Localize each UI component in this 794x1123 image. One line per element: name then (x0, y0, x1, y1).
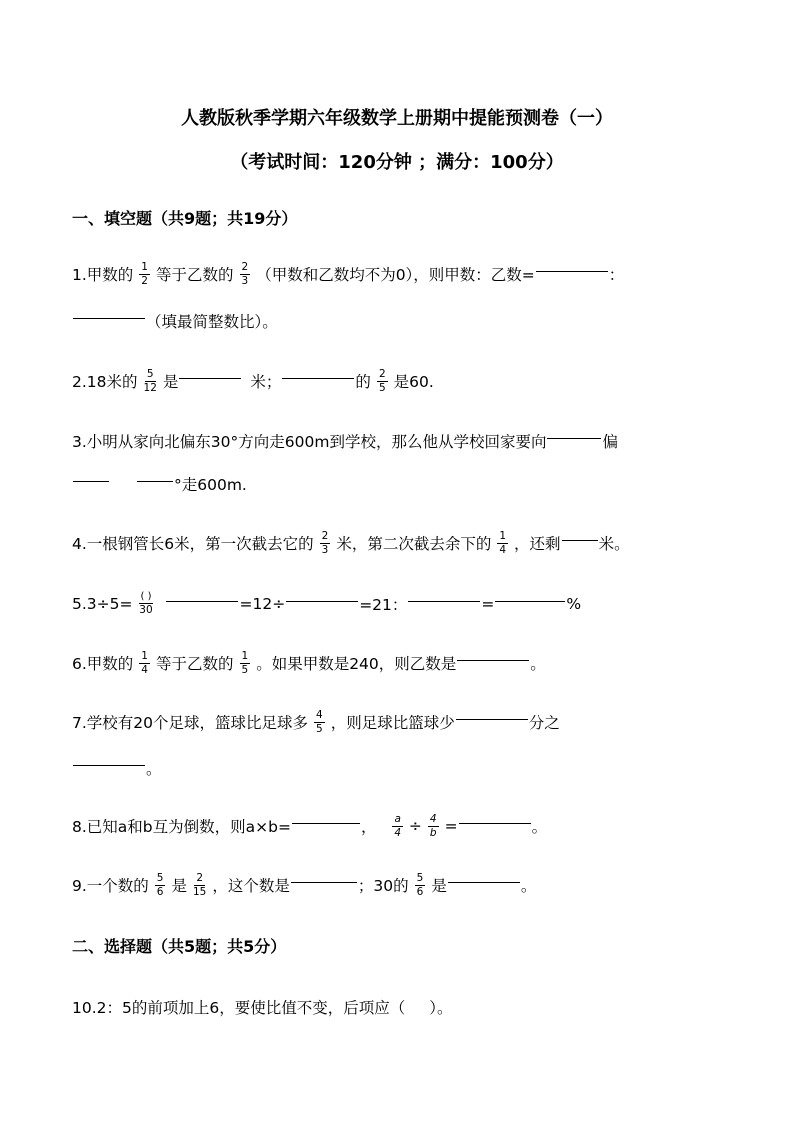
q9-text-e: 是 (431, 877, 447, 895)
q1-answer-blank-2[interactable] (73, 317, 145, 319)
q4-answer-blank[interactable] (562, 539, 598, 541)
q2-answer-blank-2[interactable] (282, 377, 354, 379)
q5-text-d: = (481, 594, 495, 613)
q2-text-d: 的 (355, 373, 371, 391)
q4-f2-den: 4 (499, 543, 507, 556)
q8-f1-num: a (394, 813, 401, 825)
q8-f2-num: 4 (429, 813, 437, 825)
q2-f1-num: 5 (146, 368, 154, 380)
q6-answer-blank[interactable] (457, 659, 529, 661)
q6-text-b: 等于乙数的 (155, 655, 234, 673)
q8-fraction-1 (392, 814, 402, 838)
q8-text-a: 8.已知a和b互为倒数，则a×b= (72, 818, 291, 836)
q1-fraction-1 (139, 262, 150, 286)
q8-operator: ÷ (408, 817, 422, 835)
q6-f1-den: 4 (141, 663, 148, 676)
q5-answer-blank-4[interactable] (495, 600, 565, 602)
q7-answer-blank-2[interactable] (73, 764, 145, 766)
q1-f2-num: 2 (241, 261, 249, 273)
q4-f1-num: 2 (321, 530, 329, 542)
q9-text-c: ，这个数是 (212, 877, 290, 895)
q9-f2-num: 2 (196, 872, 204, 884)
q2-f2-num: 2 (378, 368, 386, 380)
q3-text-c: °走600m. (174, 476, 247, 494)
q3-answer-blank-1[interactable] (547, 437, 601, 439)
q8-answer-blank-2[interactable] (459, 822, 531, 824)
q5-text-b: =12÷ (239, 594, 286, 613)
q8-text-b: ， (360, 818, 377, 836)
q2-text-c: 米； (250, 373, 282, 391)
q1-text-a: 1.甲数的 (72, 266, 134, 284)
q9-text-a: 9.一个数的 (72, 877, 149, 895)
q1-text-b: 等于乙数的 (155, 266, 234, 284)
q4-text-d: 米。 (598, 535, 630, 553)
q6-text-c: 。如果甲数是240，则乙数是 (256, 655, 457, 673)
question-7 (72, 710, 560, 734)
q4-text-b: 米，第二次截去余下的 (336, 535, 492, 553)
q6-text-d: 。 (530, 655, 546, 673)
question-9 (72, 873, 536, 897)
q9-f2-den: 15 (193, 885, 207, 898)
question-10 (72, 996, 453, 1018)
q9-answer-blank-2[interactable] (448, 881, 520, 883)
q10-text-b: ）。 (429, 999, 453, 1017)
q1-text-d: ： (608, 266, 625, 284)
q8-f2-den: b (429, 826, 437, 839)
q1-fraction-2 (240, 262, 251, 286)
q9-f1-den: 6 (156, 885, 164, 898)
q9-fraction-3 (415, 873, 426, 897)
q4-fraction-1 (320, 531, 331, 555)
q2-fraction-2 (377, 369, 388, 393)
q7-text-c: 分之 (528, 714, 560, 732)
q2-text-a: 2.18米的 (72, 373, 138, 391)
q8-text-c: = (444, 817, 458, 835)
q8-answer-blank-1[interactable] (292, 822, 360, 824)
q9-answer-blank-1[interactable] (291, 881, 357, 883)
q5-f-den: 30 (139, 604, 153, 616)
q8-text-d: 。 (531, 818, 548, 836)
q9-f3-den: 6 (416, 885, 424, 898)
q1-answer-blank-1[interactable] (536, 270, 608, 272)
q5-text-a: 5.3÷5= (72, 594, 133, 613)
q9-text-d: ；30的 (357, 877, 409, 895)
q9-text-b: 是 (171, 877, 187, 895)
q7-f-den: 5 (316, 722, 323, 735)
q5-answer-blank-2[interactable] (286, 600, 358, 602)
q4-text-a: 4.一根钢管长6米，第一次截去它的 (72, 535, 314, 553)
q6-text-a: 6.甲数的 (72, 655, 134, 673)
question-5 (72, 592, 581, 616)
question-1 (72, 262, 624, 286)
page-title: 人教版秋季学期六年级数学上册期中提能预测卷（一） (181, 108, 613, 129)
section-heading-fill-in: 一、填空题（共9题；共19分） (72, 209, 298, 228)
q7-text-b: ，则足球比篮球少 (330, 714, 455, 732)
q6-f2-num: 1 (241, 650, 249, 662)
page-subtitle: （考试时间：120分钟 ；满分：100分） (230, 152, 564, 173)
q2-text-b: 是 (162, 373, 179, 391)
q5-text-e: % (566, 594, 582, 613)
q4-f2-num: 1 (499, 530, 507, 542)
q2-f1-den: 12 (143, 381, 157, 394)
q7-fraction (314, 710, 325, 734)
question-1-cont (72, 310, 278, 332)
question-2 (72, 369, 434, 393)
question-8 (72, 814, 547, 838)
q1-f1-den: 2 (141, 274, 148, 287)
q9-f1-num: 5 (156, 872, 164, 884)
q7-f-num: 4 (316, 709, 323, 721)
q3-answer-blank-2[interactable] (73, 480, 109, 482)
q9-f3-num: 5 (416, 872, 424, 884)
q1-text-c: （甲数和乙数均不为0），则甲数：乙数= (256, 266, 535, 284)
q5-fraction (139, 592, 154, 616)
q9-fraction-2 (193, 873, 206, 897)
q5-answer-blank-3[interactable] (408, 600, 480, 602)
q1-f2-den: 3 (241, 274, 249, 287)
question-7-cont (72, 757, 162, 779)
q1-text-e: （填最简整数比）。 (146, 313, 278, 331)
q4-f1-den: 3 (321, 543, 329, 556)
question-4 (72, 531, 630, 555)
q6-f1-num: 1 (141, 650, 148, 662)
q5-text-c: =21： (359, 595, 408, 614)
q10-text-a: 10.2：5的前项加上6，要使比值不变，后项应（ (72, 999, 406, 1017)
q9-text-f: 。 (520, 877, 537, 895)
q3-text-b: 偏 (602, 433, 618, 451)
section-heading-multiple-choice: 二、选择题（共5题；共5分） (72, 937, 287, 956)
q2-fraction-1 (144, 369, 157, 393)
q5-f-num: ( ) (140, 591, 152, 602)
question-6 (72, 651, 546, 675)
q7-text-a: 7.学校有20个足球，篮球比足球多 (72, 714, 309, 732)
q1-f1-num: 1 (141, 261, 148, 273)
q7-answer-blank-1[interactable] (456, 718, 528, 720)
q5-answer-blank-1[interactable] (166, 600, 238, 602)
q8-fraction-2 (428, 814, 439, 838)
question-3 (72, 430, 618, 452)
q9-fraction-1 (155, 873, 166, 897)
q4-text-c: ，还剩 (514, 535, 561, 553)
q2-text-e: 是60. (393, 373, 434, 391)
q3-answer-blank-3[interactable] (137, 480, 173, 482)
q7-text-d: 。 (146, 760, 162, 778)
question-3-cont (72, 473, 247, 495)
q3-text-a: 3.小明从家向北偏东30°方向走600m到学校，那么他从学校回家要向 (72, 433, 547, 451)
q8-f1-den: 4 (394, 826, 402, 839)
q4-fraction-2 (497, 531, 508, 555)
q2-f2-den: 5 (378, 381, 386, 394)
q6-f2-den: 5 (241, 663, 249, 676)
q2-answer-blank-1[interactable] (179, 377, 241, 379)
q6-fraction-2 (240, 651, 251, 675)
q6-fraction-1 (139, 651, 150, 675)
